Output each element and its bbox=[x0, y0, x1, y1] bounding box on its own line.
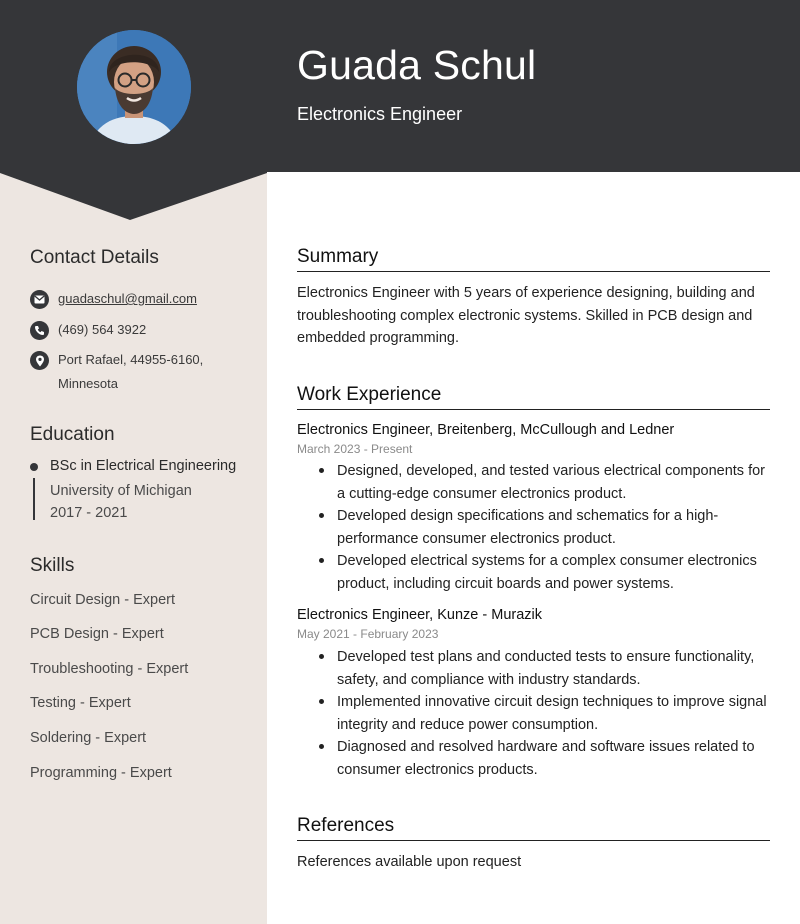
email-link[interactable]: guadaschul@gmail.com bbox=[58, 291, 197, 306]
job-bullet: Developed electrical systems for a complex consumer electronics product, including circuit boards and power systems. bbox=[318, 550, 773, 595]
job-bullet: Designed, developed, and tested various electrical components for a cutting-edge consumer electronics product. bbox=[318, 460, 773, 505]
job-bullet: Developed test plans and conducted tests to ensure functionality, safety, and compliance with industry standards. bbox=[318, 646, 773, 691]
contact-address-row bbox=[30, 348, 228, 396]
candidate-name: Guada Schul bbox=[297, 42, 537, 88]
job-dates: March 2023 - Present bbox=[297, 442, 413, 456]
avatar bbox=[77, 30, 191, 144]
job-bullets bbox=[318, 460, 773, 595]
education-heading: Education bbox=[30, 424, 115, 445]
job-title: Electronics Engineer, Breitenberg, McCullough and Ledner bbox=[297, 422, 675, 438]
summary-text: Electronics Engineer with 5 years of experience designing, building and troubleshooting complex electronic systems. Skilled in PCB design and embedded programming. bbox=[297, 285, 755, 346]
location-pin-icon bbox=[30, 351, 49, 370]
job-title: Electronics Engineer, Kunze - Murazik bbox=[297, 607, 542, 623]
experience-heading: Work Experience bbox=[297, 384, 770, 410]
skill-item: Circuit Design - Expert bbox=[30, 592, 176, 608]
candidate-title: Electronics Engineer bbox=[297, 104, 463, 124]
skill-item: Soldering - Expert bbox=[30, 730, 147, 746]
job-bullets bbox=[318, 646, 773, 781]
phone-number: (469) 564 3922 bbox=[58, 322, 147, 337]
education-years: 2017 - 2021 bbox=[50, 505, 128, 521]
skill-item: Testing - Expert bbox=[30, 695, 131, 711]
job-bullet: Diagnosed and resolved hardware and software issues related to consumer electronics products. bbox=[318, 736, 773, 781]
phone-icon bbox=[30, 321, 49, 340]
resume-header bbox=[0, 0, 800, 172]
contact-heading: Contact Details bbox=[30, 247, 159, 268]
envelope-icon bbox=[30, 290, 49, 309]
address: Port Rafael, 44955-6160, Minnesota bbox=[58, 352, 204, 391]
degree: BSc in Electrical Engineering bbox=[50, 458, 237, 474]
timeline-line bbox=[33, 478, 35, 520]
timeline-dot bbox=[30, 463, 38, 471]
contact-email-row bbox=[30, 287, 228, 311]
job-bullet: Implemented innovative circuit design techniques to improve signal integrity and reduce power consumption. bbox=[318, 691, 773, 736]
job-dates: May 2021 - February 2023 bbox=[297, 627, 439, 641]
header-chevron bbox=[0, 172, 267, 220]
job-bullet: Developed design specifications and schematics for a high-performance consumer electronics product. bbox=[318, 505, 773, 550]
references-text: References available upon request bbox=[297, 854, 522, 870]
skill-item: Programming - Expert bbox=[30, 765, 172, 781]
skill-item: Troubleshooting - Expert bbox=[30, 661, 189, 677]
school: University of Michigan bbox=[50, 483, 192, 499]
skill-item: PCB Design - Expert bbox=[30, 626, 164, 642]
contact-phone-row bbox=[30, 318, 228, 342]
summary-heading: Summary bbox=[297, 246, 770, 272]
skills-heading: Skills bbox=[30, 555, 75, 576]
references-heading: References bbox=[297, 815, 770, 841]
sidebar bbox=[0, 172, 267, 924]
